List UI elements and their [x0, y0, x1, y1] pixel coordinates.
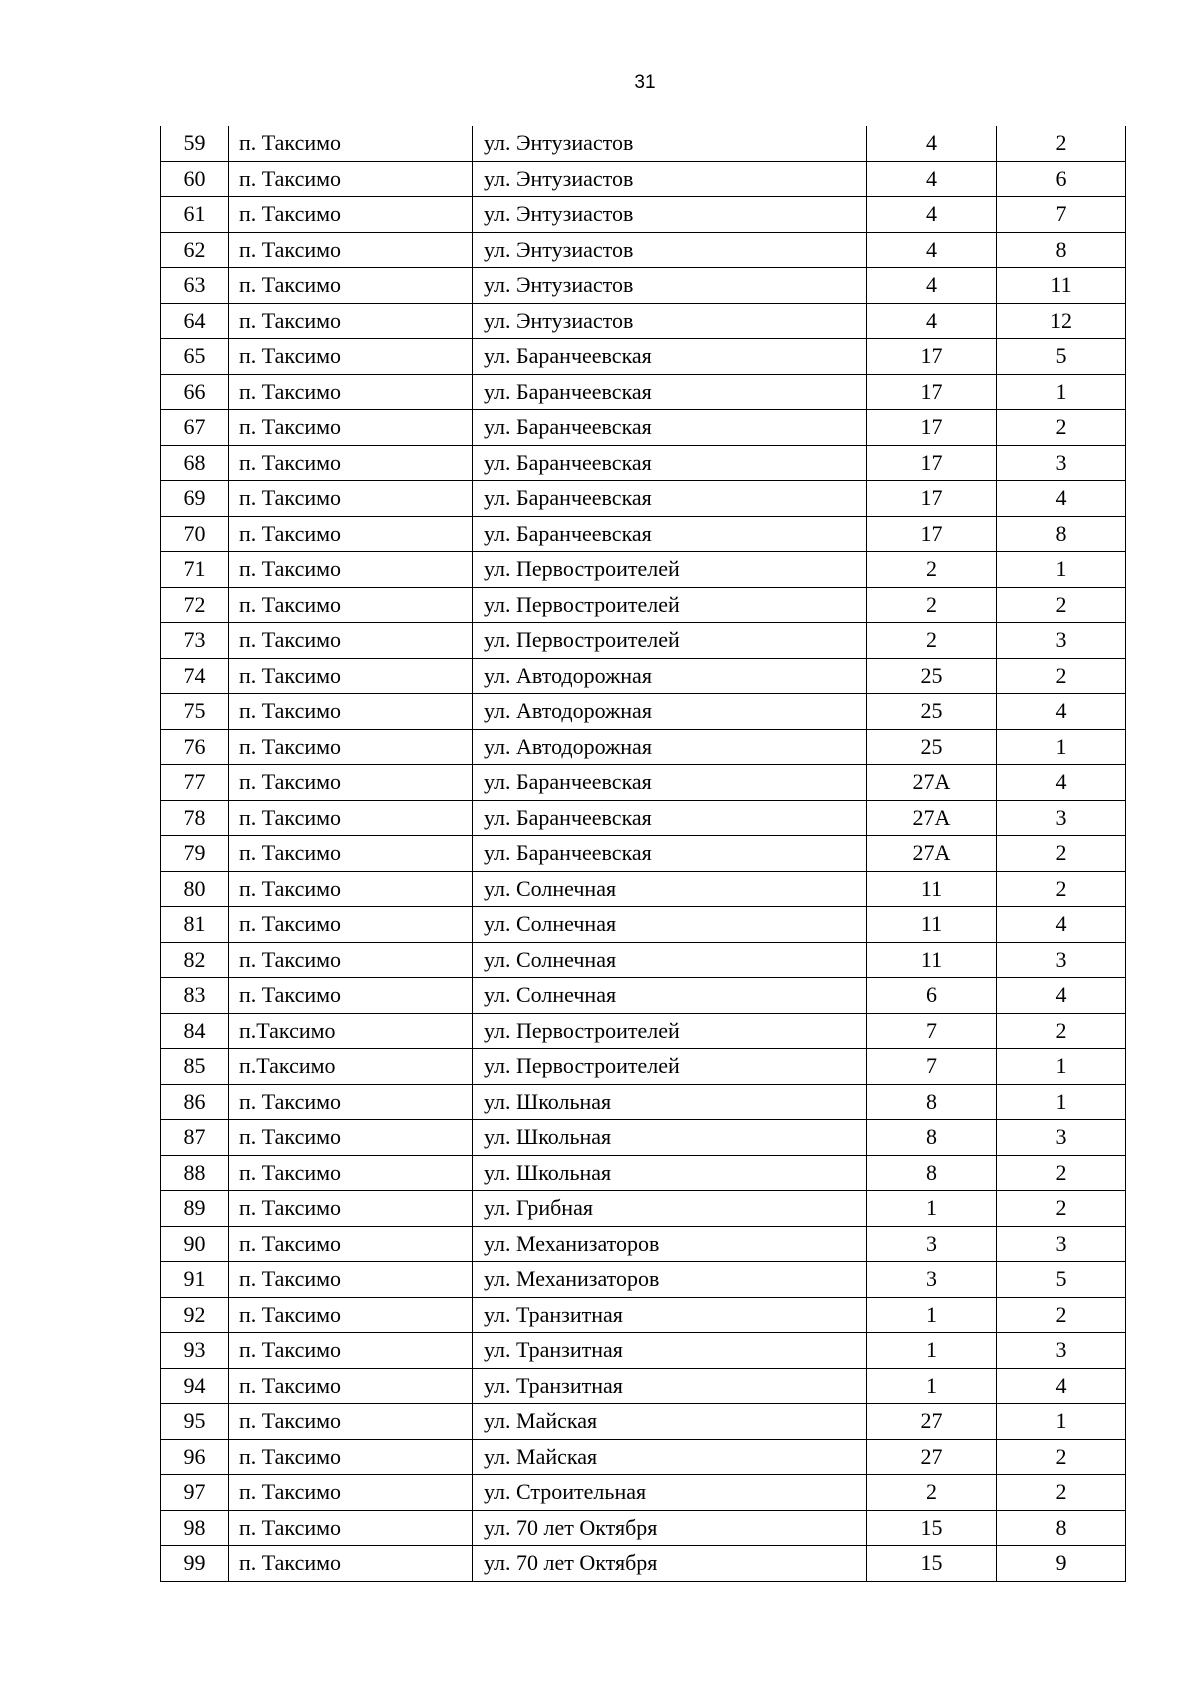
apartment-number-cell: 2	[997, 1013, 1126, 1049]
street-cell: ул. Грибная	[473, 1191, 867, 1227]
apartment-number-cell: 2	[997, 587, 1126, 623]
apartment-number-cell: 1	[997, 1404, 1126, 1440]
row-number-cell: 90	[161, 1226, 229, 1262]
settlement-cell: п. Таксимо	[229, 374, 473, 410]
settlement-cell: п. Таксимо	[229, 907, 473, 943]
row-number-cell: 93	[161, 1333, 229, 1369]
row-number-cell: 84	[161, 1013, 229, 1049]
street-cell: ул. Майская	[473, 1404, 867, 1440]
table-row	[161, 1368, 1126, 1404]
settlement-cell: п. Таксимо	[229, 1333, 473, 1369]
apartment-number-cell: 8	[997, 1510, 1126, 1546]
table-row	[161, 1262, 1126, 1298]
apartment-number-cell: 1	[997, 1084, 1126, 1120]
settlement-cell: п. Таксимо	[229, 836, 473, 872]
table-row	[161, 1049, 1126, 1085]
table-row	[161, 1191, 1126, 1227]
settlement-cell: п. Таксимо	[229, 1368, 473, 1404]
row-number-cell: 83	[161, 978, 229, 1014]
row-number-cell: 65	[161, 339, 229, 375]
street-cell: ул. Транзитная	[473, 1333, 867, 1369]
apartment-number-cell: 4	[997, 978, 1126, 1014]
page-number: 31	[634, 72, 656, 93]
settlement-cell: п. Таксимо	[229, 339, 473, 375]
settlement-cell: п. Таксимо	[229, 161, 473, 197]
apartment-number-cell: 1	[997, 1049, 1126, 1085]
table-row	[161, 410, 1126, 446]
table-row	[161, 836, 1126, 872]
house-number-cell: 25	[867, 729, 997, 765]
settlement-cell: п. Таксимо	[229, 1155, 473, 1191]
row-number-cell: 59	[161, 126, 229, 161]
settlement-cell: п. Таксимо	[229, 1084, 473, 1120]
street-cell: ул. Майская	[473, 1439, 867, 1475]
street-cell: ул. Баранчеевская	[473, 445, 867, 481]
street-cell: ул. Баранчеевская	[473, 765, 867, 801]
apartment-number-cell: 3	[997, 445, 1126, 481]
street-cell: ул. Первостроителей	[473, 1013, 867, 1049]
house-number-cell: 1	[867, 1297, 997, 1333]
settlement-cell: п. Таксимо	[229, 658, 473, 694]
table-row	[161, 1297, 1126, 1333]
street-cell: ул. Баранчеевская	[473, 339, 867, 375]
street-cell: ул. Баранчеевская	[473, 800, 867, 836]
row-number-cell: 68	[161, 445, 229, 481]
row-number-cell: 87	[161, 1120, 229, 1156]
house-number-cell: 27	[867, 1439, 997, 1475]
apartment-number-cell: 9	[997, 1546, 1126, 1582]
apartment-number-cell: 3	[997, 1333, 1126, 1369]
table-row	[161, 232, 1126, 268]
settlement-cell: п. Таксимо	[229, 942, 473, 978]
row-number-cell: 86	[161, 1084, 229, 1120]
street-cell: ул. Школьная	[473, 1155, 867, 1191]
row-number-cell: 67	[161, 410, 229, 446]
street-cell: ул. Автодорожная	[473, 658, 867, 694]
table-row	[161, 871, 1126, 907]
house-number-cell: 3	[867, 1262, 997, 1298]
house-number-cell: 17	[867, 516, 997, 552]
apartment-number-cell: 1	[997, 552, 1126, 588]
house-number-cell: 17	[867, 410, 997, 446]
house-number-cell: 25	[867, 694, 997, 730]
house-number-cell: 8	[867, 1155, 997, 1191]
row-number-cell: 74	[161, 658, 229, 694]
settlement-cell: п. Таксимо	[229, 1262, 473, 1298]
row-number-cell: 73	[161, 623, 229, 659]
apartment-number-cell: 3	[997, 942, 1126, 978]
apartment-number-cell: 2	[997, 836, 1126, 872]
house-number-cell: 8	[867, 1120, 997, 1156]
table-row	[161, 1546, 1126, 1582]
settlement-cell: п. Таксимо	[229, 197, 473, 233]
street-cell: ул. Автодорожная	[473, 694, 867, 730]
house-number-cell: 27А	[867, 765, 997, 801]
table-row	[161, 658, 1126, 694]
table-row	[161, 1404, 1126, 1440]
apartment-number-cell: 4	[997, 481, 1126, 517]
street-cell: ул. Энтузиастов	[473, 303, 867, 339]
apartment-number-cell: 2	[997, 1475, 1126, 1511]
settlement-cell: п. Таксимо	[229, 729, 473, 765]
house-number-cell: 3	[867, 1226, 997, 1262]
row-number-cell: 70	[161, 516, 229, 552]
settlement-cell: п.Таксимо	[229, 1013, 473, 1049]
street-cell: ул. Солнечная	[473, 978, 867, 1014]
settlement-cell: п. Таксимо	[229, 445, 473, 481]
row-number-cell: 82	[161, 942, 229, 978]
table-row	[161, 161, 1126, 197]
apartment-number-cell: 2	[997, 126, 1126, 161]
house-number-cell: 8	[867, 1084, 997, 1120]
house-number-cell: 17	[867, 445, 997, 481]
table-row	[161, 1155, 1126, 1191]
settlement-cell: п. Таксимо	[229, 1404, 473, 1440]
street-cell: ул. Энтузиастов	[473, 268, 867, 304]
settlement-cell: п. Таксимо	[229, 552, 473, 588]
house-number-cell: 15	[867, 1546, 997, 1582]
apartment-number-cell: 7	[997, 197, 1126, 233]
house-number-cell: 27А	[867, 800, 997, 836]
apartment-number-cell: 2	[997, 1439, 1126, 1475]
settlement-cell: п. Таксимо	[229, 1510, 473, 1546]
street-cell: ул. Механизаторов	[473, 1226, 867, 1262]
house-number-cell: 25	[867, 658, 997, 694]
apartment-number-cell: 3	[997, 623, 1126, 659]
house-number-cell: 27	[867, 1404, 997, 1440]
table-row	[161, 1120, 1126, 1156]
table-row	[161, 516, 1126, 552]
row-number-cell: 62	[161, 232, 229, 268]
table-row	[161, 481, 1126, 517]
apartment-number-cell: 3	[997, 1120, 1126, 1156]
row-number-cell: 79	[161, 836, 229, 872]
row-number-cell: 89	[161, 1191, 229, 1227]
row-number-cell: 63	[161, 268, 229, 304]
house-number-cell: 11	[867, 871, 997, 907]
table-row	[161, 1510, 1126, 1546]
row-number-cell: 91	[161, 1262, 229, 1298]
apartment-number-cell: 4	[997, 1368, 1126, 1404]
apartment-number-cell: 3	[997, 800, 1126, 836]
settlement-cell: п. Таксимо	[229, 516, 473, 552]
street-cell: ул. Первостроителей	[473, 552, 867, 588]
row-number-cell: 76	[161, 729, 229, 765]
row-number-cell: 98	[161, 1510, 229, 1546]
street-cell: ул. Школьная	[473, 1120, 867, 1156]
house-number-cell: 27А	[867, 836, 997, 872]
settlement-cell: п. Таксимо	[229, 1439, 473, 1475]
street-cell: ул. Энтузиастов	[473, 126, 867, 161]
settlement-cell: п. Таксимо	[229, 694, 473, 730]
table-row	[161, 268, 1126, 304]
house-number-cell: 4	[867, 303, 997, 339]
settlement-cell: п. Таксимо	[229, 126, 473, 161]
street-cell: ул. Первостроителей	[473, 1049, 867, 1085]
settlement-cell: п. Таксимо	[229, 1120, 473, 1156]
table-row	[161, 800, 1126, 836]
street-cell: ул. Солнечная	[473, 871, 867, 907]
row-number-cell: 80	[161, 871, 229, 907]
house-number-cell: 11	[867, 907, 997, 943]
house-number-cell: 17	[867, 481, 997, 517]
settlement-cell: п. Таксимо	[229, 1475, 473, 1511]
table-row	[161, 623, 1126, 659]
apartment-number-cell: 4	[997, 907, 1126, 943]
street-cell: ул. 70 лет Октября	[473, 1510, 867, 1546]
house-number-cell: 1	[867, 1333, 997, 1369]
settlement-cell: п. Таксимо	[229, 978, 473, 1014]
table-row	[161, 197, 1126, 233]
table-row	[161, 1475, 1126, 1511]
row-number-cell: 88	[161, 1155, 229, 1191]
apartment-number-cell: 2	[997, 871, 1126, 907]
street-cell: ул. Школьная	[473, 1084, 867, 1120]
street-cell: ул. Механизаторов	[473, 1262, 867, 1298]
house-number-cell: 17	[867, 374, 997, 410]
row-number-cell: 97	[161, 1475, 229, 1511]
house-number-cell: 2	[867, 1475, 997, 1511]
house-number-cell: 2	[867, 587, 997, 623]
row-number-cell: 75	[161, 694, 229, 730]
house-number-cell: 4	[867, 197, 997, 233]
row-number-cell: 60	[161, 161, 229, 197]
address-table	[160, 126, 1126, 1582]
street-cell: ул. Транзитная	[473, 1368, 867, 1404]
apartment-number-cell: 5	[997, 339, 1126, 375]
street-cell: ул. Энтузиастов	[473, 232, 867, 268]
table-row	[161, 374, 1126, 410]
street-cell: ул. Баранчеевская	[473, 516, 867, 552]
street-cell: ул. Транзитная	[473, 1297, 867, 1333]
row-number-cell: 81	[161, 907, 229, 943]
table-row	[161, 942, 1126, 978]
settlement-cell: п. Таксимо	[229, 303, 473, 339]
street-cell: ул. Солнечная	[473, 907, 867, 943]
apartment-number-cell: 5	[997, 1262, 1126, 1298]
street-cell: ул. Солнечная	[473, 942, 867, 978]
table-row	[161, 445, 1126, 481]
row-number-cell: 69	[161, 481, 229, 517]
row-number-cell: 96	[161, 1439, 229, 1475]
settlement-cell: п. Таксимо	[229, 800, 473, 836]
row-number-cell: 95	[161, 1404, 229, 1440]
settlement-cell: п.Таксимо	[229, 1049, 473, 1085]
row-number-cell: 71	[161, 552, 229, 588]
street-cell: ул. 70 лет Октября	[473, 1546, 867, 1582]
row-number-cell: 78	[161, 800, 229, 836]
street-cell: ул. Автодорожная	[473, 729, 867, 765]
settlement-cell: п. Таксимо	[229, 232, 473, 268]
table-row	[161, 126, 1126, 161]
house-number-cell: 1	[867, 1368, 997, 1404]
row-number-cell: 61	[161, 197, 229, 233]
street-cell: ул. Первостроителей	[473, 587, 867, 623]
settlement-cell: п. Таксимо	[229, 871, 473, 907]
apartment-number-cell: 12	[997, 303, 1126, 339]
house-number-cell: 4	[867, 126, 997, 161]
house-number-cell: 11	[867, 942, 997, 978]
street-cell: ул. Баранчеевская	[473, 836, 867, 872]
house-number-cell: 1	[867, 1191, 997, 1227]
apartment-number-cell: 1	[997, 374, 1126, 410]
street-cell: ул. Энтузиастов	[473, 161, 867, 197]
settlement-cell: п. Таксимо	[229, 765, 473, 801]
street-cell: ул. Строительная	[473, 1475, 867, 1511]
house-number-cell: 2	[867, 552, 997, 588]
house-number-cell: 17	[867, 339, 997, 375]
table-row	[161, 978, 1126, 1014]
street-cell: ул. Первостроителей	[473, 623, 867, 659]
street-cell: ул. Баранчеевская	[473, 410, 867, 446]
settlement-cell: п. Таксимо	[229, 481, 473, 517]
settlement-cell: п. Таксимо	[229, 1297, 473, 1333]
apartment-number-cell: 8	[997, 232, 1126, 268]
settlement-cell: п. Таксимо	[229, 587, 473, 623]
table-row	[161, 1439, 1126, 1475]
row-number-cell: 85	[161, 1049, 229, 1085]
row-number-cell: 64	[161, 303, 229, 339]
apartment-number-cell: 4	[997, 694, 1126, 730]
row-number-cell: 72	[161, 587, 229, 623]
apartment-number-cell: 4	[997, 765, 1126, 801]
table-row	[161, 303, 1126, 339]
table-row	[161, 339, 1126, 375]
table-row	[161, 729, 1126, 765]
settlement-cell: п. Таксимо	[229, 623, 473, 659]
apartment-number-cell: 1	[997, 729, 1126, 765]
apartment-number-cell: 2	[997, 410, 1126, 446]
settlement-cell: п. Таксимо	[229, 268, 473, 304]
settlement-cell: п. Таксимо	[229, 1191, 473, 1227]
settlement-cell: п. Таксимо	[229, 410, 473, 446]
house-number-cell: 7	[867, 1049, 997, 1085]
apartment-number-cell: 2	[997, 1297, 1126, 1333]
house-number-cell: 4	[867, 161, 997, 197]
house-number-cell: 4	[867, 232, 997, 268]
settlement-cell: п. Таксимо	[229, 1226, 473, 1262]
table-row	[161, 1013, 1126, 1049]
house-number-cell: 4	[867, 268, 997, 304]
apartment-number-cell: 8	[997, 516, 1126, 552]
row-number-cell: 66	[161, 374, 229, 410]
street-cell: ул. Баранчеевская	[473, 481, 867, 517]
street-cell: ул. Энтузиастов	[473, 197, 867, 233]
house-number-cell: 6	[867, 978, 997, 1014]
row-number-cell: 92	[161, 1297, 229, 1333]
table-row	[161, 1226, 1126, 1262]
apartment-number-cell: 2	[997, 1155, 1126, 1191]
table-row	[161, 1333, 1126, 1369]
apartment-number-cell: 2	[997, 1191, 1126, 1227]
house-number-cell: 2	[867, 623, 997, 659]
house-number-cell: 15	[867, 1510, 997, 1546]
apartment-number-cell: 3	[997, 1226, 1126, 1262]
table-row	[161, 694, 1126, 730]
table-row	[161, 765, 1126, 801]
apartment-number-cell: 6	[997, 161, 1126, 197]
row-number-cell: 77	[161, 765, 229, 801]
settlement-cell: п. Таксимо	[229, 1546, 473, 1582]
street-cell: ул. Баранчеевская	[473, 374, 867, 410]
table-row	[161, 552, 1126, 588]
apartment-number-cell: 2	[997, 658, 1126, 694]
house-number-cell: 7	[867, 1013, 997, 1049]
row-number-cell: 94	[161, 1368, 229, 1404]
table-row	[161, 907, 1126, 943]
table-row	[161, 587, 1126, 623]
row-number-cell: 99	[161, 1546, 229, 1582]
table-row	[161, 1084, 1126, 1120]
apartment-number-cell: 11	[997, 268, 1126, 304]
